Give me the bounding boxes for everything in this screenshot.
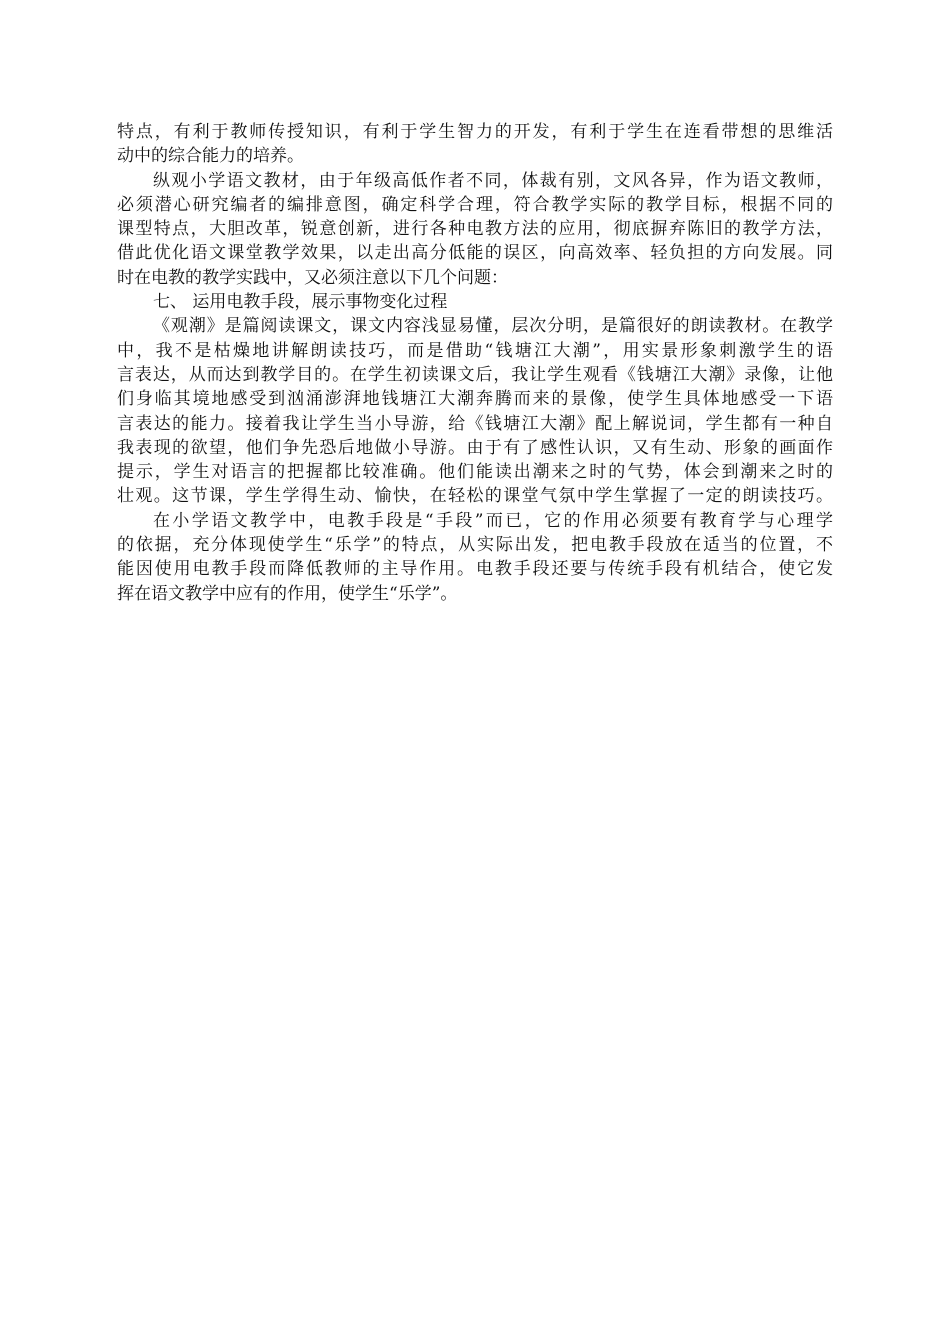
text-line: 提示，学生对语言的把握都比较准确。他们能读出潮来之时的气势，体会到潮来之时的 — [117, 462, 833, 483]
paragraph-guanchao-example — [117, 314, 833, 508]
text-line: 动中的综合能力的培养。 — [117, 146, 304, 167]
paragraph-textbook-overview — [117, 169, 833, 290]
text-line: 言表达的能力。接着我让学生当小导游，给《钱塘江大潮》配上解说词，学生都有一种自 — [117, 413, 833, 434]
text-line: 中，我不是枯燥地讲解朗读技巧，而是借助“钱塘江大潮”，用实景形象刺激学生的语 — [117, 340, 833, 361]
text-line: 们身临其境地感受到汹涌澎湃地钱塘江大潮奔腾而来的景像，使学生具体地感受一下语 — [117, 389, 833, 410]
text-line: 言表达，从而达到教学目的。在学生初读课文后，我让学生观看《钱塘江大潮》录像，让他 — [117, 364, 833, 385]
text-line: 壮观。这节课，学生学得生动、愉快，在轻松的课堂气氛中学生掌握了一定的朗读技巧。 — [117, 486, 833, 507]
paragraph-continuation — [117, 120, 833, 169]
text-line: 我表现的欲望，他们争先恐后地做小导游。由于有了感性认识，又有生动、形象的画面作 — [117, 437, 833, 458]
text-line: 时在电教的教学实践中，又必须注意以下几个问题： — [117, 267, 508, 288]
text-line: 课型特点，大胆改革，锐意创新，进行各种电教方法的应用，彻底摒弃陈旧的教学方法， — [117, 219, 833, 240]
heading-line: 七、 运用电教手段，展示事物变化过程 — [153, 292, 448, 313]
text-line: 《观潮》是篇阅读课文，课文内容浅显易懂，层次分明，是篇很好的朗读教材。在教学 — [153, 316, 833, 337]
text-line: 能因使用电教手段而降低教师的主导作用。电教手段还要与传统手段有机结合，使它发 — [117, 559, 833, 580]
text-line: 纵观小学语文教材，由于年级高低作者不同，体裁有别，文风各异，作为语文教师， — [153, 170, 833, 191]
text-line: 挥在语文教学中应有的作用，使学生“乐学”。 — [117, 583, 458, 604]
text-line: 必须潜心研究编者的编排意图，确定科学合理，符合教学实际的教学目标，根据不同的 — [117, 194, 833, 215]
text-line: 的依据，充分体现使学生“乐学”的特点，从实际出发，把电教手段放在适当的位置，不 — [117, 535, 833, 556]
paragraph-conclusion — [117, 509, 833, 606]
section-heading — [117, 290, 833, 314]
document-body — [117, 120, 833, 606]
text-line: 特点，有利于教师传授知识，有利于学生智力的开发，有利于学生在连看带想的思维活 — [117, 122, 833, 142]
text-line: 在小学语文教学中，电教手段是“手段”而已，它的作用必须要有教育学与心理学 — [153, 510, 833, 531]
text-line: 借此优化语文课堂教学效果，以走出高分低能的误区，向高效率、轻负担的方向发展。同 — [117, 243, 833, 264]
